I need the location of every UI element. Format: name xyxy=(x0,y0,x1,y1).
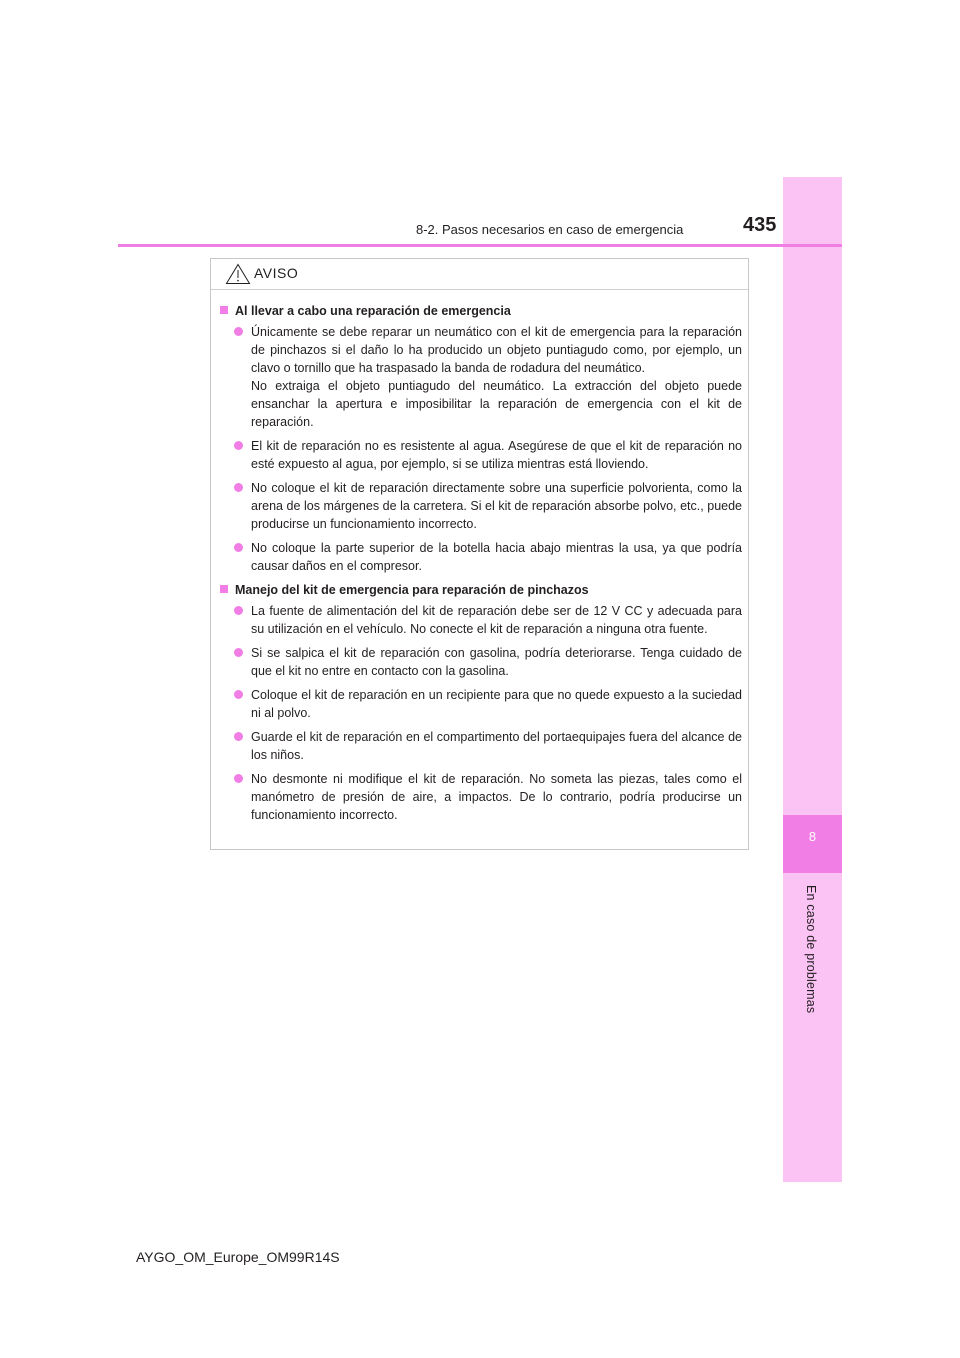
warning-item-text: No coloque la parte superior de la botella hacia abajo mientras la usa, ya que podría causar daños en el compresor. xyxy=(251,541,742,573)
side-tab xyxy=(783,177,842,1182)
circle-bullet-icon xyxy=(234,483,243,492)
circle-bullet-icon xyxy=(234,606,243,615)
warning-heading xyxy=(219,581,742,599)
document-id: AYGO_OM_Europe_OM99R14S xyxy=(136,1249,340,1265)
warning-heading xyxy=(219,302,742,320)
warning-item xyxy=(219,437,742,473)
warning-item-text: El kit de reparación no es resistente al agua. Asegúrese de que el kit de reparación no esté expuesto al agua, por ejemplo, si se utiliza mientras está lloviendo. xyxy=(251,439,742,471)
warning-item xyxy=(219,479,742,533)
warning-item-text: La fuente de alimentación del kit de reparación debe ser de 12 V CC y adecuada para su utilización en el vehículo. No conecte el kit de reparación a ninguna otra fuente. xyxy=(251,604,742,636)
page-number: 435 xyxy=(743,214,777,236)
circle-bullet-icon xyxy=(234,441,243,450)
chapter-number: 8 xyxy=(808,829,817,844)
square-bullet-icon xyxy=(220,306,228,314)
circle-bullet-icon xyxy=(234,774,243,783)
warning-label: AVISO xyxy=(254,265,299,281)
warning-item xyxy=(219,686,742,722)
warning-item-text: No desmonte ni modifique el kit de reparación. No someta las piezas, tales como el manómetro de presión de aire, a impactos. De lo contrario, podría producirse un funcionamiento incorrecto. xyxy=(251,772,742,822)
warning-item xyxy=(219,644,742,680)
chapter-title: En caso de problemas xyxy=(804,885,818,1014)
circle-bullet-icon xyxy=(234,732,243,741)
warning-item-text: Coloque el kit de reparación en un recipiente para que no quede expuesto a la suciedad ni al polvo. xyxy=(251,688,742,720)
warning-item-text: Únicamente se debe reparar un neumático con el kit de emergencia para la reparación de pinchazos si el daño lo ha producido un objeto puntiagudo como, por ejemplo, un clavo o tornillo que ha traspasado la banda de rodadura del neumático. xyxy=(251,325,742,375)
warning-triangle-icon xyxy=(225,263,251,285)
warning-header xyxy=(211,259,748,290)
warning-item xyxy=(219,323,742,431)
header-rule xyxy=(118,244,842,247)
square-bullet-icon xyxy=(220,585,228,593)
warning-item xyxy=(219,770,742,824)
warning-item xyxy=(219,728,742,764)
warning-item xyxy=(219,602,742,638)
warning-item-text: Si se salpica el kit de reparación con gasolina, podría deteriorarse. Tenga cuidado de que el kit no entre en contacto con la gasolina. xyxy=(251,646,742,678)
warning-body xyxy=(211,290,748,824)
circle-bullet-icon xyxy=(234,648,243,657)
warning-item-text: No extraiga el objeto puntiagudo del neumático. La extracción del objeto puede ensanchar la apertura e imposibilitar la reparación de emergencia con el kit de reparación. xyxy=(251,379,742,429)
warning-item xyxy=(219,539,742,575)
circle-bullet-icon xyxy=(234,690,243,699)
warning-item-text: Guarde el kit de reparación en el compartimento del portaequipajes fuera del alcance de los niños. xyxy=(251,730,742,762)
warning-item-text: No coloque el kit de reparación directamente sobre una superficie polvorienta, como la arena de los márgenes de la carretera. Si el kit de reparación absorbe polvo, etc., puede producirse un funcionamiento incorrecto. xyxy=(251,481,742,531)
section-title: 8-2. Pasos necesarios en caso de emergencia xyxy=(416,222,684,237)
warning-heading-text: Al llevar a cabo una reparación de emergencia xyxy=(235,304,511,318)
circle-bullet-icon xyxy=(234,327,243,336)
chapter-tab-active[interactable] xyxy=(783,815,842,873)
circle-bullet-icon xyxy=(234,543,243,552)
warning-heading-text: Manejo del kit de emergencia para reparación de pinchazos xyxy=(235,583,589,597)
warning-box xyxy=(210,258,749,850)
